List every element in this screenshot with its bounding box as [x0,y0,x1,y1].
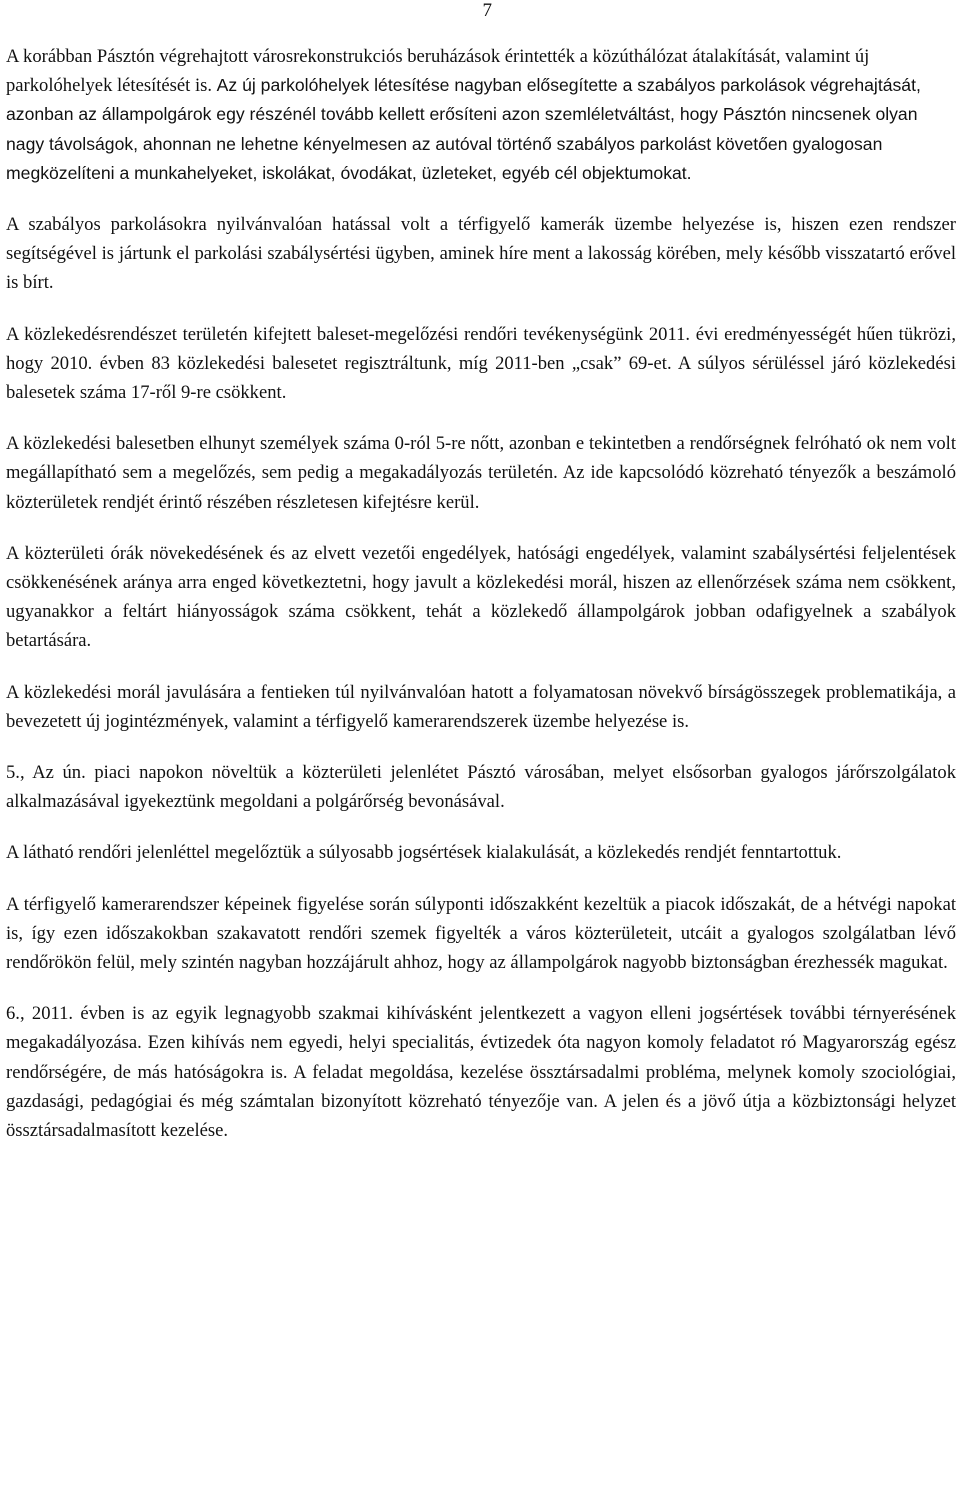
paragraph [6,838,956,867]
paragraph-text: A korábban Pásztón végrehajtott városrekonstrukciós beruházások érintették a közúthálózat átalakítását, valamint új parkolóhelyek létesítését is. [6,46,870,97]
paragraph-text: A közlekedési balesetben elhunyt személyek száma 0-ról 5-re nőtt, azonban e tekintetben a rendőrségnek felróható ok nem volt megállapítható sem a megelőzés, sem pedig a megakadályozás területén. Az ide kapcsolódó közreható tényezők a beszámoló közterületek rendjét érintő részében részletesen kifejtésre kerül. [6,433,956,513]
paragraph-text: A látható rendőri jelenléttel megelőztük a súlyosabb jogsértések kialakulását, a közlekedés rendjét fenntartottuk. [6,842,842,864]
paragraph-text: A közterületi órák növekedésének és az elvett vezetői engedélyek, hatósági engedélyek, valamint szabálysértési feljelentések csökkenésének aránya arra enged következtetni, hogy javult a közlekedési morál, hiszen az ellenőrzések száma nem csökkent, ugyanakkor a feltárt hiányosságok száma csökkent, tehát a közlekedő állampolgárok jobban odafigyelnek a szabályok betartására. [6,542,956,652]
paragraph [6,320,956,408]
paragraph [6,42,956,188]
paragraph-text: 6., 2011. évben is az egyik legnagyobb szakmai kihívásként jelentkezett a vagyon elleni jogsértések további térnyerésének megakadályozása. Ezen kihívás nem egyedi, helyi specialitás, évtizedek óta nagyon komoly feladatot ró Magyarország egész rendőrségére, de más hatóságokra is. A feladat megoldása, kezelése össztársadalmi probléma, melynek komoly szociológiai, gazdasági, pedagógiai és még számtalan bizonyított közreható tényezője van. A jelen és a jövő útja a közbiztonsági helyzet össztársadalmasított kezelése. [6,1003,956,1142]
paragraph-text: 5., Az ún. piaci napokon növeltük a közterületi jelenlétet Pásztó városában, melyet elsősorban gyalogos járőrszolgálatok alkalmazásával igyekeztünk megoldani a polgárőrség bevonásával. [6,762,956,813]
paragraph [6,758,956,816]
paragraph [6,539,956,656]
paragraph-text: A térfigyelő kamerarendszer képeinek figyelése során súlyponti időszakként kezeltük a piacok időszakát, de a hétvégi napokat is, így ezen időszakokban szakavatott rendőri szemek figyelték a város közterületeit, utcáit a gyalogos szolgálatban lévő rendőrökön felül, mely szintén nagyban hozzájárult ahhoz, hogy az állampolgárok nagyobb biztonságban érezhessék magukat. [6,893,956,974]
paragraph [6,678,956,736]
paragraph-text: A szabályos parkolásokra nyilvánvalóan hatással volt a térfigyelő kamerák üzembe helyezése is, hiszen ezen rendszer segítségével is jártunk el parkolási szabálysértési ügyben, aminek híre ment a lakosság körében, mely később visszatartó erővel is bírt. [6,214,956,294]
page-number: 7 [482,0,492,21]
paragraph-text: A közlekedési morál javulására a fentieken túl nyilvánvalóan hatott a folyamatosan növekvő bírságösszegek problematikája, a bevezetett új jogintézmények, valamint a térfigyelő kamerarendszerek üzembe helyezése is. [6,681,956,732]
paragraph [6,429,956,517]
document-body [6,42,956,1167]
paragraph [6,890,956,978]
paragraph-text: A közlekedésrendészet területén kifejtett baleset-megelőzési rendőri tevékenységünk 2011. évi eredményességét hűen tükrözi, hogy 2010. évben 83 közlekedési balesetet regisztráltunk, míg 2011-ben „csak” 69-et. A súlyos sérüléssel járó közlekedési balesetek száma 17-ről 9-re csökkent. [6,323,956,404]
paragraph-text: Az új parkolóhelyek létesítése nagyban elősegítette a szabályos parkolások végrehajtását, azonban az állampolgárok egy részénél tovább kellett erősíteni azon szemléletváltást, hogy Pásztón nincsenek olyan nagy távolságok, ahonnan ne lehetne kényelmesen az autóval történő szabályos parkolást követően gyalogosan megközelíteni a munkahelyeket, iskolákat, óvodákat, üzleteket, egyéb cél objektumokat. [6,75,921,183]
paragraph [6,210,956,298]
paragraph [6,999,956,1145]
